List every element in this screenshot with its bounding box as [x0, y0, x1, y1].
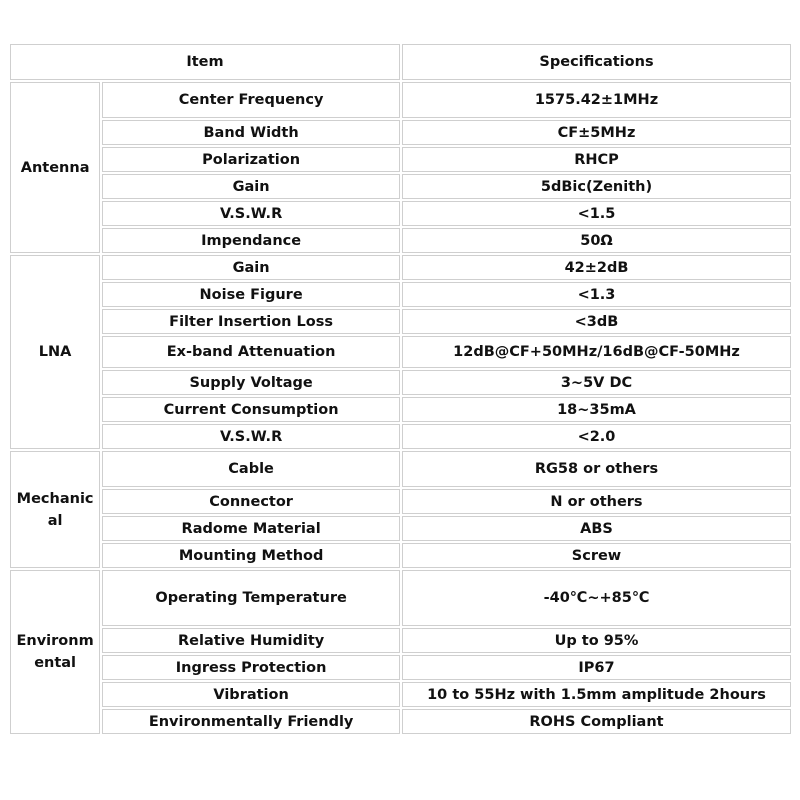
table-row	[10, 201, 791, 226]
item-cell: Cable	[102, 451, 400, 487]
item-cell: Ex-band Attenuation	[102, 336, 400, 368]
spec-table	[8, 42, 793, 736]
table-row	[10, 255, 791, 280]
item-cell: Mounting Method	[102, 543, 400, 568]
group-label-mechanical: Mechanical	[10, 451, 100, 568]
spec-cell: RG58 or others	[402, 451, 791, 487]
spec-cell: 18~35mA	[402, 397, 791, 422]
group-label-environmental: Environmental	[10, 570, 100, 734]
spec-cell: 3~5V DC	[402, 370, 791, 395]
spec-cell: RHCP	[402, 147, 791, 172]
spec-cell: ROHS Compliant	[402, 709, 791, 734]
spec-cell: Up to 95%	[402, 628, 791, 653]
item-cell: Gain	[102, 255, 400, 280]
item-cell: Radome Material	[102, 516, 400, 541]
spec-cell: 12dB@CF+50MHz/16dB@CF-50MHz	[402, 336, 791, 368]
spec-cell: 42±2dB	[402, 255, 791, 280]
header-row	[10, 44, 791, 80]
table-row	[10, 570, 791, 626]
item-cell: Vibration	[102, 682, 400, 707]
table-row	[10, 309, 791, 334]
table-row	[10, 451, 791, 487]
group-label-lna: LNA	[10, 255, 100, 449]
table-row	[10, 543, 791, 568]
spec-cell: 1575.42±1MHz	[402, 82, 791, 118]
table-row	[10, 397, 791, 422]
spec-cell: <1.3	[402, 282, 791, 307]
spec-cell: IP67	[402, 655, 791, 680]
spec-cell: <1.5	[402, 201, 791, 226]
item-cell: Polarization	[102, 147, 400, 172]
table-row	[10, 628, 791, 653]
item-cell: Relative Humidity	[102, 628, 400, 653]
item-cell: Operating Temperature	[102, 570, 400, 626]
spec-cell: ABS	[402, 516, 791, 541]
item-cell: V.S.W.R	[102, 201, 400, 226]
item-cell: Filter Insertion Loss	[102, 309, 400, 334]
table-row	[10, 370, 791, 395]
table-row	[10, 228, 791, 253]
table-row	[10, 174, 791, 199]
table-row	[10, 682, 791, 707]
item-cell: Environmentally Friendly	[102, 709, 400, 734]
table-row	[10, 516, 791, 541]
table-row	[10, 424, 791, 449]
table-row	[10, 655, 791, 680]
item-cell: Band Width	[102, 120, 400, 145]
table-row	[10, 120, 791, 145]
item-cell: Connector	[102, 489, 400, 514]
table-row	[10, 147, 791, 172]
item-cell: Current Consumption	[102, 397, 400, 422]
group-label-antenna: Antenna	[10, 82, 100, 253]
table-row	[10, 282, 791, 307]
item-cell: Impendance	[102, 228, 400, 253]
header-specifications: Specifications	[402, 44, 791, 80]
spec-cell: 10 to 55Hz with 1.5mm amplitude 2hours	[402, 682, 791, 707]
spec-cell: CF±5MHz	[402, 120, 791, 145]
table-row	[10, 489, 791, 514]
table-row	[10, 336, 791, 368]
table-row	[10, 82, 791, 118]
header-item: Item	[10, 44, 400, 80]
spec-cell: <2.0	[402, 424, 791, 449]
table-row	[10, 709, 791, 734]
spec-cell: <3dB	[402, 309, 791, 334]
item-cell: Noise Figure	[102, 282, 400, 307]
spec-cell: N or others	[402, 489, 791, 514]
item-cell: Ingress Protection	[102, 655, 400, 680]
item-cell: Gain	[102, 174, 400, 199]
spec-cell: 5dBic(Zenith)	[402, 174, 791, 199]
spec-cell: -40℃~+85℃	[402, 570, 791, 626]
item-cell: V.S.W.R	[102, 424, 400, 449]
item-cell: Center Frequency	[102, 82, 400, 118]
spec-cell: 50Ω	[402, 228, 791, 253]
spec-cell: Screw	[402, 543, 791, 568]
item-cell: Supply Voltage	[102, 370, 400, 395]
